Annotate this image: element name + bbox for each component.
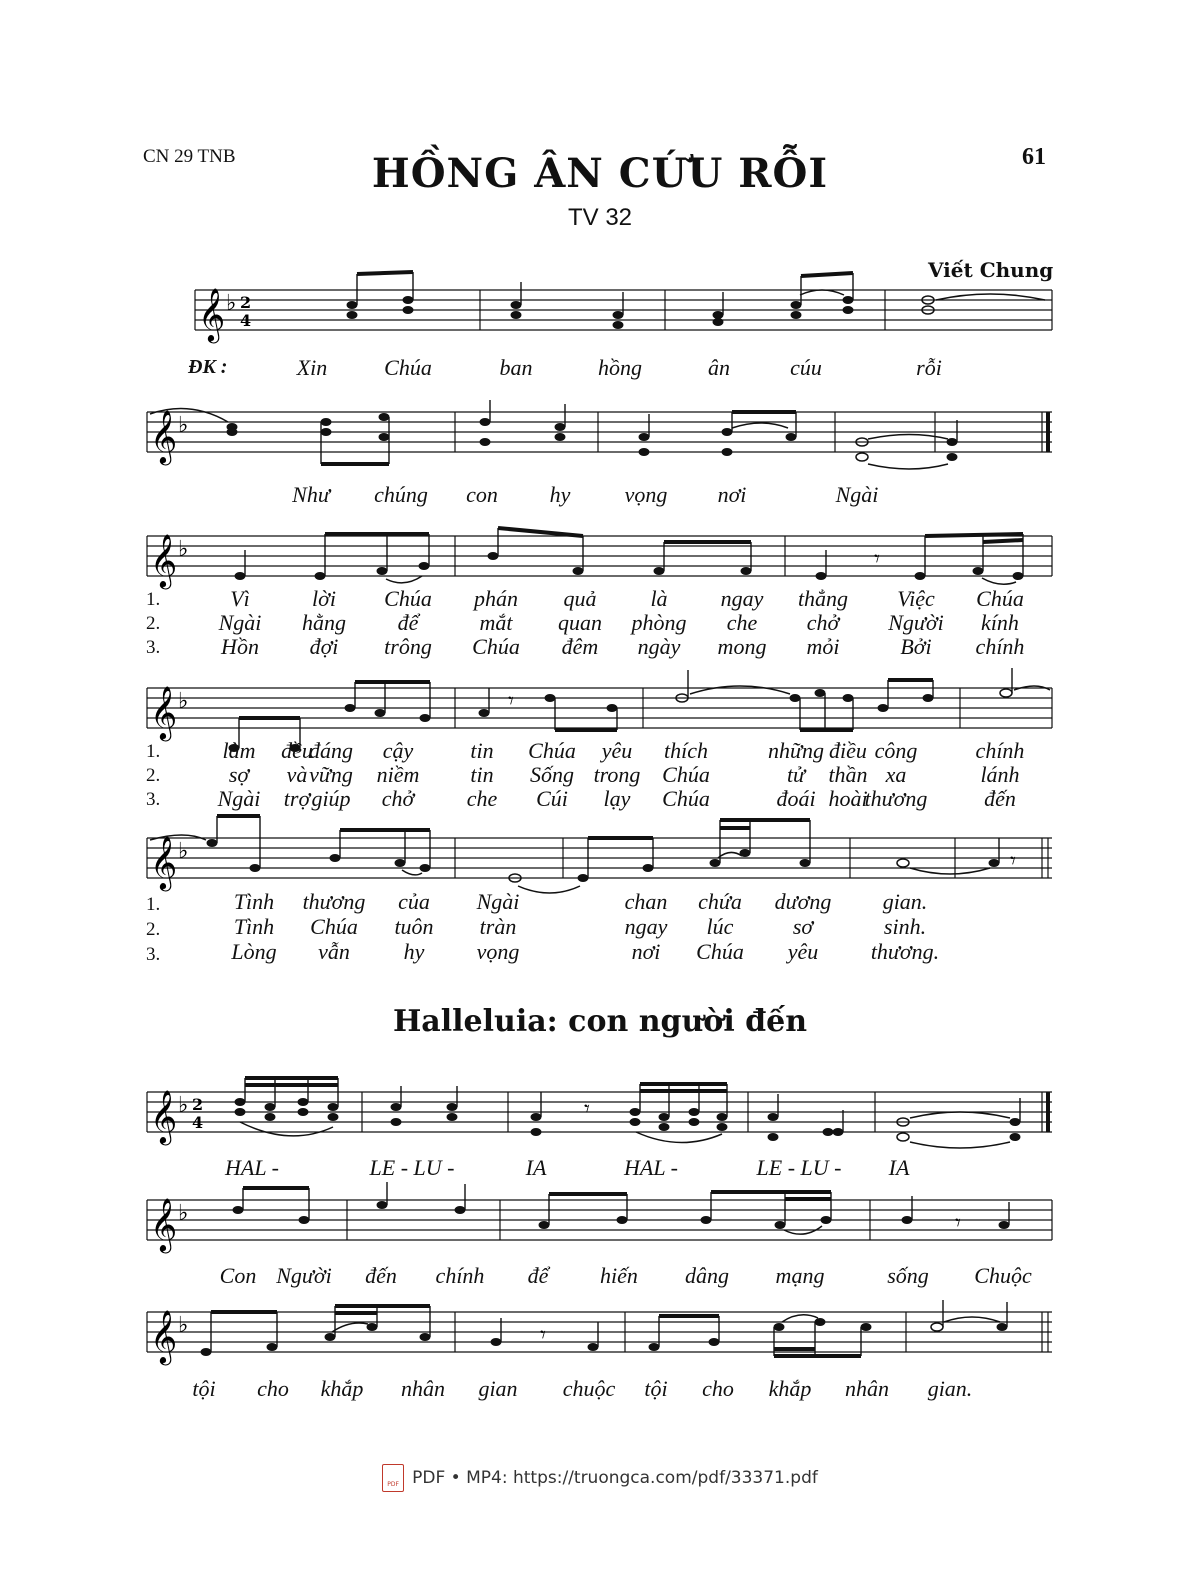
lyric: IA: [888, 1155, 910, 1180]
lyric: hy: [549, 482, 571, 507]
staff-alleluia-3: [0, 1292, 1200, 1362]
page-number: 61: [1022, 144, 1046, 170]
svg-text:𝄞: 𝄞: [150, 835, 178, 889]
lyric: tin: [470, 738, 494, 763]
lyric: Tình: [233, 914, 275, 939]
lyric: yêu: [787, 939, 819, 964]
svg-text:𝄞: 𝄞: [150, 1309, 178, 1363]
svg-text:2: 2: [192, 1095, 204, 1114]
staff-system-3: [0, 516, 1200, 586]
lyric: Chuộc: [974, 1263, 1032, 1288]
lyric: của: [398, 889, 430, 914]
lyric: phán: [474, 586, 518, 611]
alleluia-title: Halleluia: con người đến: [392, 1004, 808, 1039]
psalm-subtitle: TV 32: [567, 204, 633, 231]
staff-system-4: [0, 668, 1200, 738]
lyric: Chúa: [976, 586, 1024, 611]
lyric: Ngài: [476, 889, 520, 914]
lyric: Chúa: [384, 355, 432, 380]
lyric: Chúa: [310, 914, 358, 939]
lyric: trong: [593, 762, 641, 787]
lyric: mạng: [775, 1263, 825, 1288]
lyric: tội: [192, 1376, 216, 1401]
lyric: những: [768, 738, 824, 763]
lyric: HAL -: [225, 1155, 279, 1180]
lyric: quan: [558, 610, 602, 635]
lyric: LE - LU -: [369, 1155, 455, 1180]
lyric: đêm: [561, 634, 599, 659]
lyric: Xin: [296, 355, 328, 380]
svg-text:𝄞: 𝄞: [150, 685, 178, 739]
lyric: che: [466, 786, 498, 811]
svg-text:♭: ♭: [178, 689, 189, 714]
footer-text: PDF • MP4: https://truongca.com/pdf/33371.pdf: [412, 1468, 818, 1488]
lyric: Sống: [530, 762, 574, 787]
svg-text:4: 4: [192, 1113, 204, 1132]
lyric: hằng: [302, 610, 346, 635]
lyric: HAL -: [624, 1155, 678, 1180]
lyric: dâng: [685, 1263, 729, 1288]
svg-text:♭: ♭: [178, 413, 189, 438]
lyric: thương: [864, 786, 928, 811]
lyric: gian.: [882, 889, 928, 914]
lyric: làm: [222, 738, 256, 763]
service-label: CN 29 TNB: [143, 146, 236, 167]
lyric: Chúa: [662, 786, 710, 811]
staff-system-5: [0, 818, 1200, 888]
lyric: phòng: [631, 610, 687, 635]
lyric: LE - LU -: [756, 1155, 842, 1180]
svg-text:2: 2: [240, 293, 252, 312]
lyric: tràn: [479, 914, 517, 939]
composer-name: Viết Chung: [928, 258, 1054, 282]
lyric: tội: [644, 1376, 668, 1401]
lyric: Tình: [233, 889, 275, 914]
lyric: hy: [403, 939, 425, 964]
lyric: mong: [717, 634, 767, 659]
lyric: trợ: [283, 786, 311, 811]
lyric: Chúa: [528, 738, 576, 763]
svg-text:𝄞: 𝄞: [198, 287, 226, 341]
lyric: sinh.: [883, 914, 927, 939]
song-title: HỒNG ÂN CỨU RỖI: [371, 150, 829, 197]
lyric: nhân: [845, 1376, 889, 1401]
svg-text:♭: ♭: [178, 1093, 189, 1118]
lyric: đến: [984, 786, 1016, 811]
lyric: con: [466, 482, 498, 507]
lyric: cúu: [790, 355, 822, 380]
lyric: gian: [478, 1376, 518, 1401]
lyric: nhân: [401, 1376, 445, 1401]
lyric: hồng: [598, 355, 642, 380]
lyric: vọng: [624, 482, 668, 507]
lyric: Chúa: [696, 939, 744, 964]
verse-number-2: 2.: [146, 613, 161, 634]
verse-number-2: 2.: [146, 919, 161, 940]
lyric: là: [650, 586, 668, 611]
lyric: chứa: [698, 889, 742, 914]
svg-text:4: 4: [240, 311, 252, 330]
staff-system-2: [0, 392, 1200, 482]
lyric: Lòng: [231, 939, 277, 964]
lyric: ân: [708, 355, 730, 380]
lyric: nơi: [631, 939, 661, 964]
lyric: cho: [702, 1376, 734, 1401]
lyric: chan: [624, 889, 668, 914]
lyric: gian.: [927, 1376, 973, 1401]
lyric: đáng: [309, 738, 353, 763]
svg-text:𝄾: 𝄾: [540, 1323, 546, 1348]
lyric: yêu: [601, 738, 633, 763]
lyric: chúng: [374, 482, 428, 507]
verse-number-3: 3.: [146, 637, 161, 658]
lyric: mỏi: [806, 634, 840, 659]
verse-number-1: 1.: [146, 894, 161, 915]
svg-text:𝄾: 𝄾: [955, 1211, 961, 1236]
verse-number-1: 1.: [146, 741, 161, 762]
lyric: cho: [257, 1376, 289, 1401]
lyric: lạy: [603, 786, 631, 811]
lyric: tuôn: [394, 914, 434, 939]
lyric: đều: [281, 738, 313, 763]
lyric: rỗi: [916, 355, 942, 380]
svg-text:♭: ♭: [226, 291, 237, 316]
svg-text:𝄾: 𝄾: [584, 1097, 590, 1122]
lyric: chính: [435, 1263, 485, 1288]
lyric: thần: [828, 762, 868, 787]
lyric: đoái: [776, 786, 816, 811]
lyric: và: [286, 762, 308, 787]
lyric: Người: [276, 1263, 332, 1288]
lyric: niềm: [376, 762, 420, 787]
lyric: dương: [774, 889, 832, 914]
lyric: IA: [525, 1155, 547, 1180]
lyric: hoài: [828, 786, 868, 811]
lyric: tử: [786, 762, 806, 787]
lyric: giúp: [311, 786, 351, 811]
verse-number-3: 3.: [146, 789, 161, 810]
lyric: tin: [470, 762, 494, 787]
lyric: Cúi: [536, 786, 568, 811]
lyric: ngay: [720, 586, 764, 611]
refrain-label: ĐK :: [188, 356, 228, 378]
svg-text:♭: ♭: [178, 537, 189, 562]
lyric: kính: [981, 610, 1019, 635]
lyric: cậy: [382, 738, 414, 763]
footer-link[interactable]: [0, 1464, 1200, 1492]
lyric: Chúa: [384, 586, 432, 611]
lyric: thương.: [870, 939, 940, 964]
svg-text:𝄞: 𝄞: [150, 1197, 178, 1251]
lyric: chuộc: [562, 1376, 616, 1401]
svg-text:𝄾: 𝄾: [508, 689, 514, 714]
lyric: công: [874, 738, 918, 763]
lyric: Việc: [897, 586, 935, 611]
svg-text:𝄞: 𝄞: [150, 1089, 178, 1143]
svg-text:𝄞: 𝄞: [150, 533, 178, 587]
lyric: che: [726, 610, 758, 635]
lyric: ngay: [624, 914, 668, 939]
staff-alleluia-2: [0, 1180, 1200, 1250]
lyric: Chúa: [472, 634, 520, 659]
svg-text:𝄾: 𝄾: [874, 547, 880, 572]
lyric: Như: [292, 482, 330, 507]
lyric: khắp: [768, 1376, 812, 1401]
lyric: để: [527, 1263, 549, 1288]
staff-system-1: [0, 270, 1200, 340]
lyric: Vì: [230, 586, 250, 611]
lyric: xa: [885, 762, 907, 787]
lyric: thương: [302, 889, 366, 914]
lyric: Con: [219, 1263, 257, 1288]
lyric: Bởi: [900, 634, 932, 659]
lyric: chính: [975, 634, 1025, 659]
lyric: điều: [829, 738, 867, 763]
lyric: quả: [563, 586, 597, 611]
svg-text:♭: ♭: [178, 1201, 189, 1226]
lyric: chính: [975, 738, 1025, 763]
lyric: Người: [888, 610, 944, 635]
lyric: Hồn: [221, 634, 259, 659]
svg-text:𝄾: 𝄾: [1010, 849, 1016, 874]
lyric: hiến: [600, 1263, 638, 1288]
lyric: Chúa: [662, 762, 710, 787]
lyric: mắt: [479, 610, 513, 635]
verse-number-3: 3.: [146, 944, 161, 965]
svg-text:♭: ♭: [178, 839, 189, 864]
lyric: lúc: [706, 914, 734, 939]
lyric: thích: [664, 738, 708, 763]
verse-number-2: 2.: [146, 765, 161, 786]
svg-text:𝄞: 𝄞: [150, 409, 178, 463]
lyric: ban: [499, 355, 533, 380]
lyric: đợi: [309, 634, 339, 659]
staff-alleluia-1: [0, 1072, 1200, 1152]
lyric: lánh: [980, 762, 1020, 787]
lyric: để: [397, 610, 419, 635]
pdf-file-icon: PDF: [382, 1464, 404, 1492]
lyric: vẫn: [318, 939, 350, 964]
lyric: vọng: [476, 939, 520, 964]
lyric: ngày: [637, 634, 681, 659]
lyric: khắp: [320, 1376, 364, 1401]
lyric: nơi: [717, 482, 747, 507]
lyric: sơ: [792, 914, 814, 939]
lyric: thẳng: [797, 586, 849, 611]
verse-number-1: 1.: [146, 589, 161, 610]
lyric: chở: [381, 786, 415, 811]
lyric: Ngài: [217, 786, 261, 811]
lyric: chở: [806, 610, 840, 635]
lyric: vững: [309, 762, 353, 787]
lyric: trông: [384, 634, 432, 659]
lyric: sợ: [228, 762, 250, 787]
lyric: lời: [312, 586, 336, 611]
lyric: Ngài: [835, 482, 879, 507]
lyric: Ngài: [218, 610, 262, 635]
svg-text:♭: ♭: [178, 1313, 189, 1338]
lyric: đến: [365, 1263, 397, 1288]
lyric: sống: [887, 1263, 929, 1288]
